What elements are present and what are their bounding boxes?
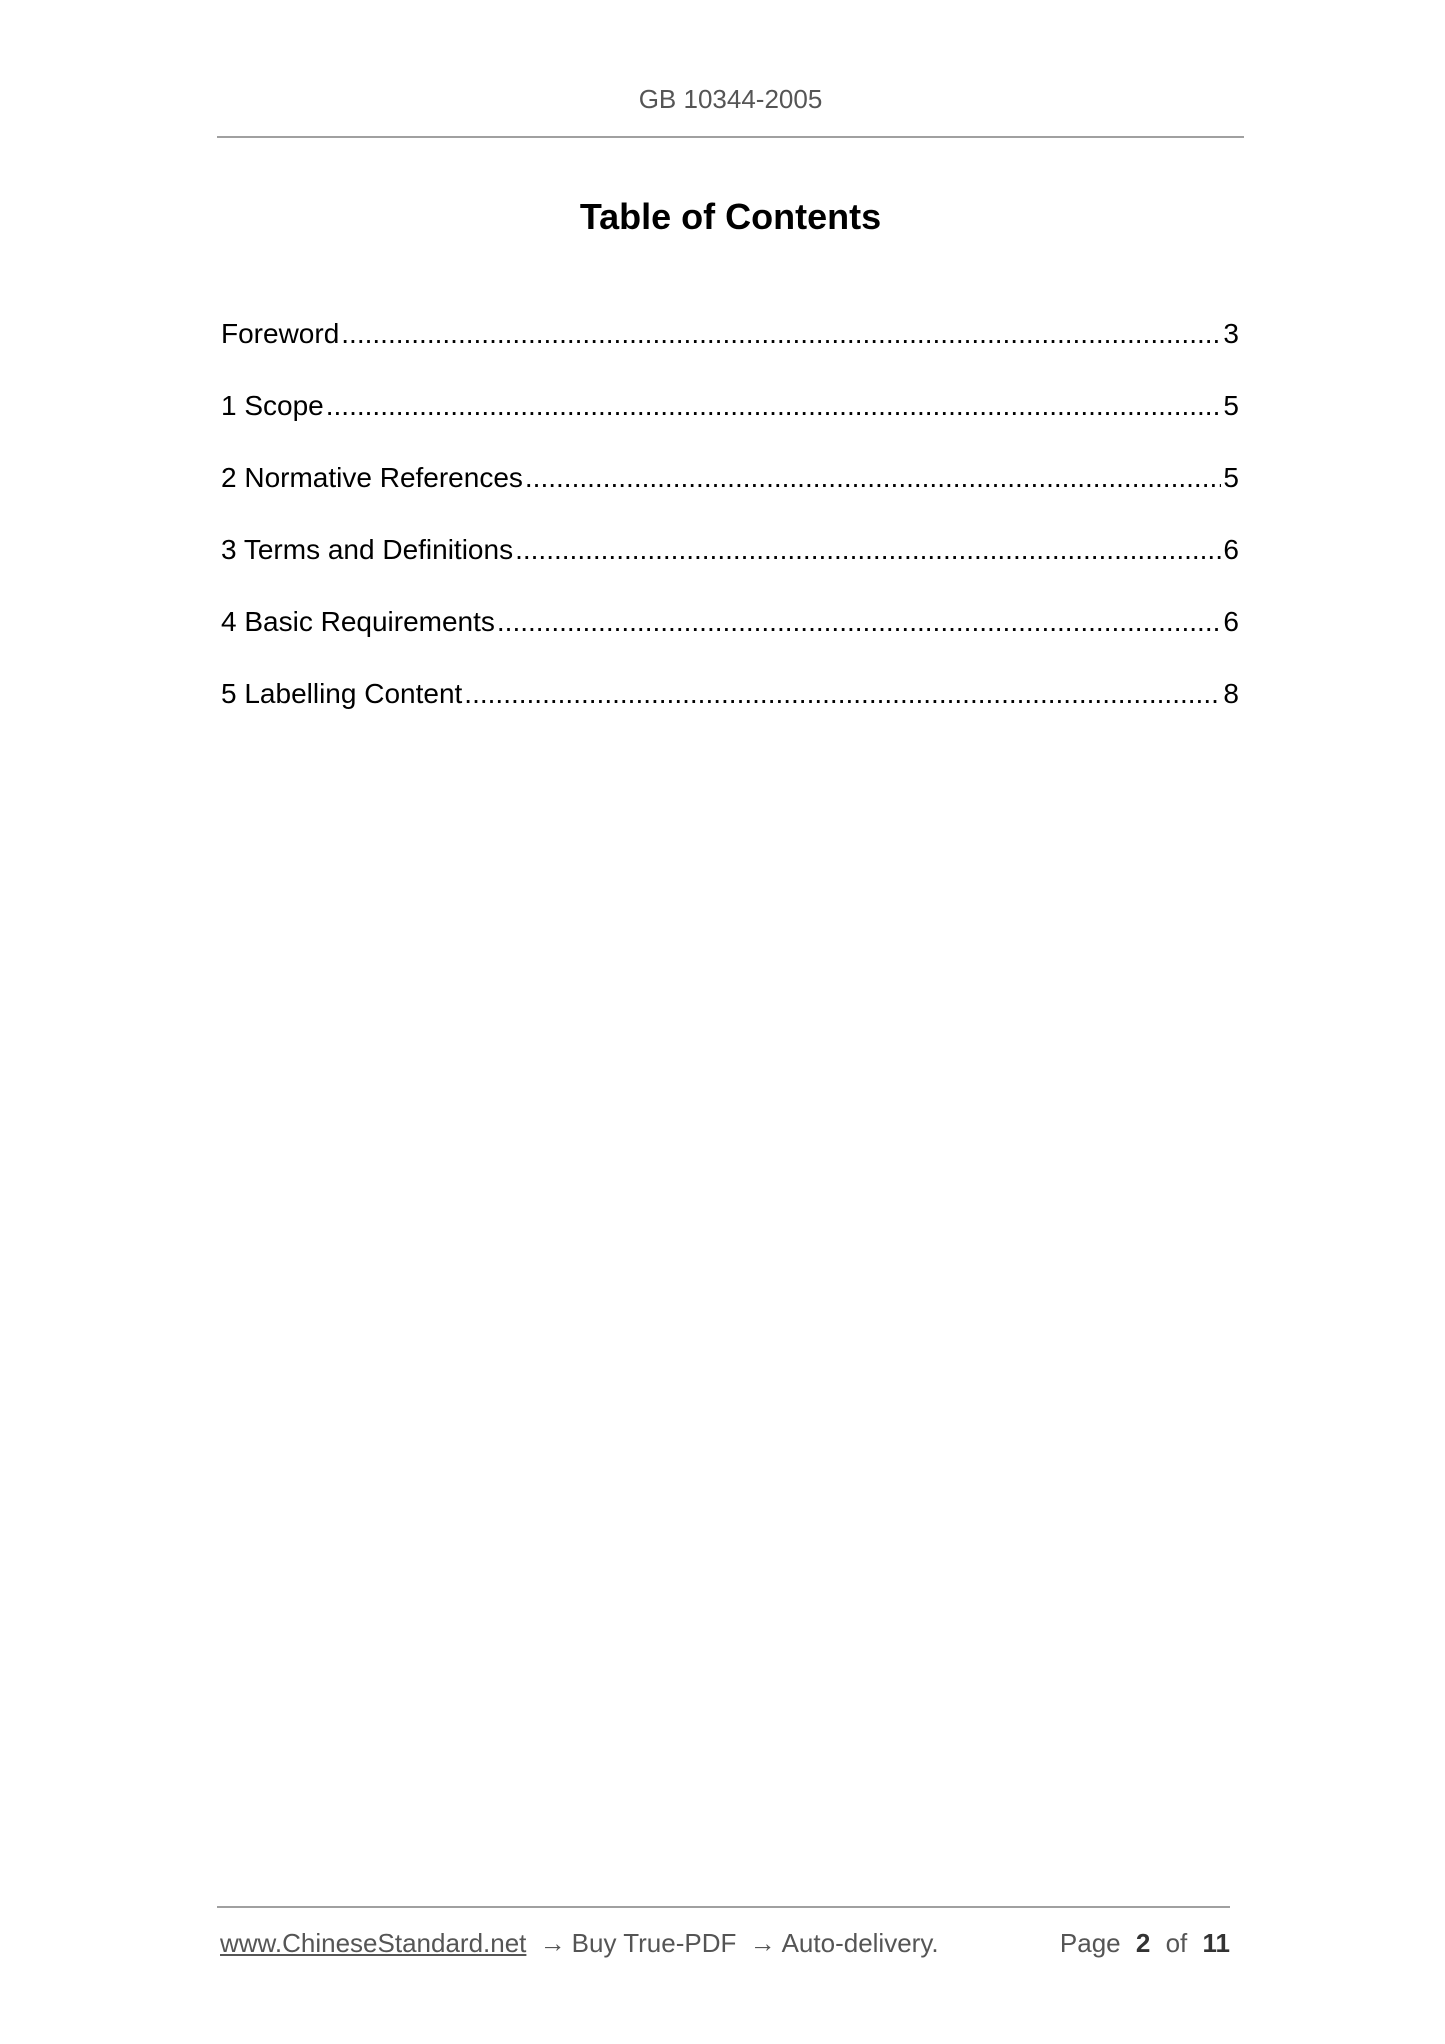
toc-entry-foreword[interactable]	[221, 318, 1239, 390]
toc-entry-page: 8	[1223, 678, 1239, 709]
buy-text: Buy True-PDF	[571, 1928, 737, 1958]
toc-entry-page: 6	[1223, 534, 1239, 565]
header-divider	[217, 136, 1244, 138]
footer-promo	[220, 1928, 939, 1959]
toc-entry-label: 3 Terms and Definitions	[221, 534, 514, 565]
right-arrow-icon: →	[539, 1928, 566, 1958]
footer-divider	[217, 1906, 1230, 1908]
toc-entry-scope[interactable]	[221, 390, 1239, 462]
toc-entry-label: 5 Labelling Content	[221, 678, 463, 709]
delivery-text: Auto-delivery.	[781, 1928, 939, 1958]
toc-dot-leader	[326, 390, 1222, 422]
toc-entry-labelling-content[interactable]	[221, 678, 1239, 750]
toc-entry-label: 2 Normative References	[221, 462, 523, 493]
toc-entry-label: Foreword	[221, 318, 340, 349]
page-word: Page	[1059, 1928, 1121, 1958]
toc-entry-page: 5	[1223, 462, 1239, 493]
toc-entry-label: 4 Basic Requirements	[221, 606, 495, 637]
toc-entry-basic-requirements[interactable]	[221, 606, 1239, 678]
toc-dot-leader	[515, 534, 1221, 566]
page-footer	[220, 1928, 1230, 1959]
toc-entry-page: 6	[1223, 606, 1239, 637]
website-link[interactable]: www.ChineseStandard.net	[220, 1928, 527, 1958]
current-page-number: 2	[1135, 1928, 1151, 1958]
toc-title: Table of Contents	[579, 196, 882, 237]
toc-dot-leader	[341, 318, 1221, 350]
toc-dot-leader	[497, 606, 1222, 638]
toc-entry-normative-references[interactable]	[221, 462, 1239, 534]
right-arrow-icon: →	[749, 1928, 776, 1958]
toc-entry-page: 3	[1223, 318, 1239, 349]
of-word: of	[1165, 1928, 1188, 1958]
toc-dot-leader	[525, 462, 1222, 494]
toc-entry-terms-and-definitions[interactable]	[221, 534, 1239, 606]
toc-list	[221, 318, 1239, 750]
document-header-id: GB 10344-2005	[638, 84, 823, 114]
toc-entry-page: 5	[1223, 390, 1239, 421]
page-indicator	[1060, 1928, 1230, 1959]
toc-dot-leader	[464, 678, 1221, 710]
toc-entry-label: 1 Scope	[221, 390, 324, 421]
total-pages-number: 11	[1202, 1928, 1230, 1958]
